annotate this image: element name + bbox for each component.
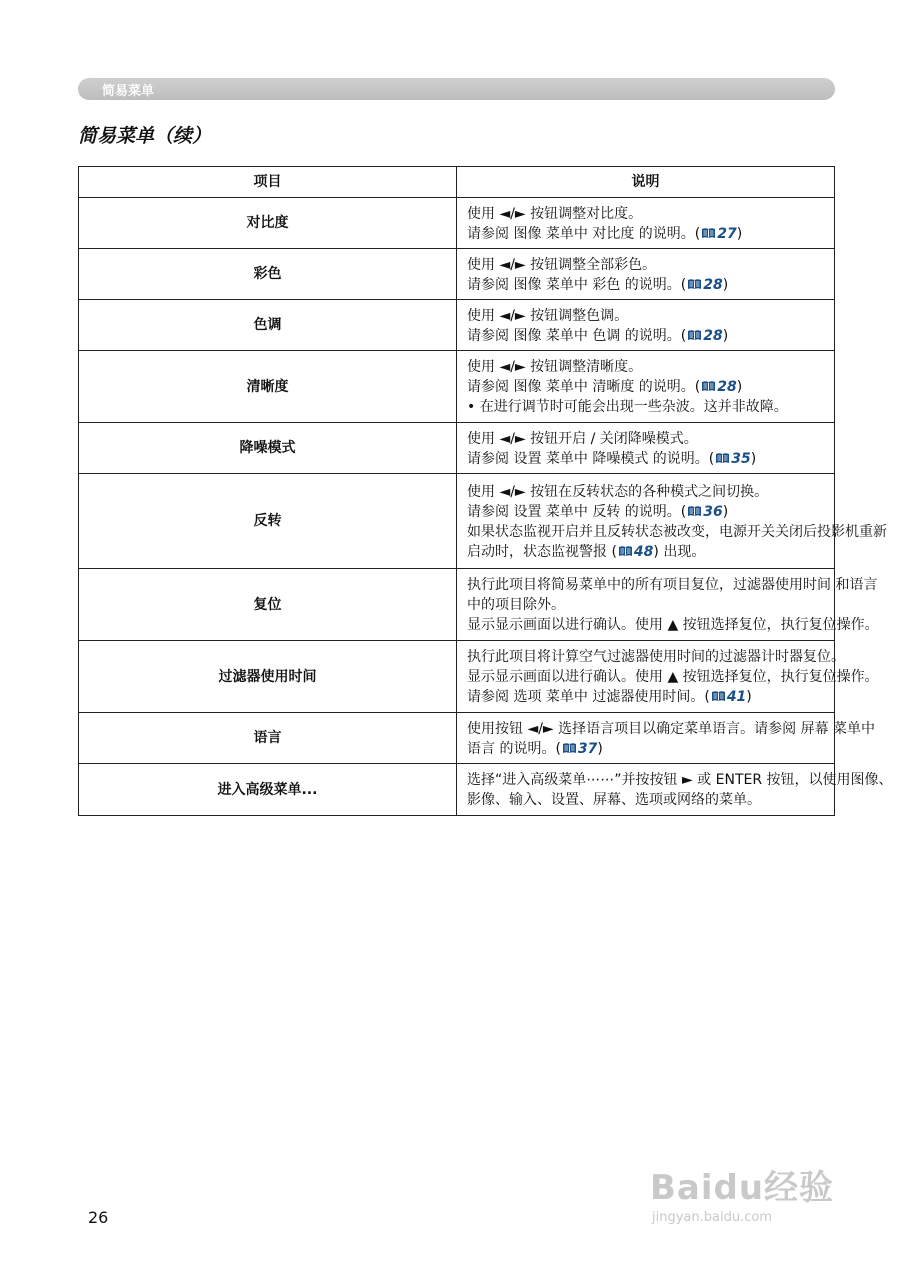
book-reference-icon [701, 380, 716, 392]
row-description [457, 351, 835, 423]
description-line [467, 397, 826, 417]
description-line [467, 255, 826, 275]
description-text: 请参阅 设置 菜单中 降噪模式 的说明。( [467, 450, 715, 467]
page-reference-number: 37 [577, 740, 598, 757]
page-reference-number: 41 [726, 689, 747, 705]
page-number: 26 [88, 1208, 109, 1227]
description-text: 使用 ◄/► 按钮调整色调。 [467, 307, 629, 324]
description-text: 中的项目除外。 [467, 597, 565, 613]
row-item-name: 彩色 [79, 249, 457, 300]
table-row [79, 351, 835, 423]
description-text: 选择“进入高级菜单⋯⋯”并按按钮 ► 或 ENTER 按钮，以使用图像、 [467, 772, 893, 788]
description-text: 执行此项目将简易菜单中的所有项目复位，过滤器使用时间 和语言 [467, 577, 878, 593]
description-line [467, 429, 826, 449]
description-text: 使用 ◄/► 按钮在反转状态的各种模式之间切换。 [467, 483, 769, 500]
header-title: 简易菜单 [102, 84, 155, 99]
description-line [467, 575, 878, 595]
table-header-row [79, 167, 835, 198]
watermark [650, 1150, 850, 1240]
description-line [467, 357, 826, 377]
description-line [467, 522, 887, 542]
column-header-description: 说明 [457, 167, 835, 198]
description-line [467, 739, 826, 759]
table-row [79, 474, 835, 569]
book-reference-icon [687, 329, 702, 341]
description-text: 影像、输入、设置、屏幕、选项或网络的菜单。 [467, 792, 761, 808]
table-row [79, 713, 835, 764]
description-text: • 在进行调节时可能会出现一些杂波。这并非故障。 [467, 399, 788, 415]
description-text: 请参阅 图像 菜单中 清晰度 的说明。( [467, 379, 701, 395]
row-description [457, 764, 893, 816]
row-item-name: 对比度 [79, 198, 457, 249]
row-description [457, 713, 876, 764]
description-text: 启动时，状态监视警报 ( [467, 543, 617, 560]
table-row [79, 641, 835, 713]
book-reference-icon [687, 505, 702, 517]
description-suffix: ) 出现。 [653, 543, 706, 560]
description-line [467, 615, 879, 635]
row-description [457, 474, 887, 569]
table-row [79, 300, 835, 351]
description-line [467, 326, 826, 346]
description-suffix: ) [746, 689, 752, 705]
description-text: 执行此项目将计算空气过滤器使用时间的过滤器计时器复位。 [467, 649, 845, 665]
description-text: 使用 ◄/► 按钮调整全部彩色。 [467, 256, 657, 273]
description-suffix: ) [722, 276, 729, 293]
watermark-logo: Baidu经验 [650, 1168, 835, 1208]
row-description [457, 198, 835, 249]
row-item-name: 色调 [79, 300, 457, 351]
page-reference-number: 36 [703, 503, 723, 520]
page-reference-number: 35 [731, 450, 751, 467]
table-row [79, 249, 835, 300]
description-text: 使用 ◄/► 按钮调整对比度。 [467, 205, 643, 222]
description-text: 显示显示画面以进行确认。使用 ▲ 按钮选择复位，执行复位操作。 [467, 669, 879, 685]
description-text: 请参阅 图像 菜单中 对比度 的说明。( [467, 225, 701, 242]
description-line [467, 667, 879, 687]
book-reference-icon [618, 545, 633, 557]
page-reference-number: 28 [703, 276, 723, 293]
description-suffix: ) [722, 503, 729, 520]
description-suffix: ) [736, 379, 743, 395]
description-line [467, 542, 826, 562]
description-text: 请参阅 选项 菜单中 过滤器使用时间。( [467, 689, 710, 705]
row-description [457, 249, 835, 300]
description-line [467, 770, 893, 790]
row-item-name: 过滤器使用时间 [79, 641, 457, 713]
row-description [457, 300, 835, 351]
row-item-name: 语言 [79, 713, 457, 764]
description-line [467, 790, 826, 810]
description-line [467, 482, 826, 502]
page-reference-number: 27 [717, 225, 737, 242]
description-text: 请参阅 图像 菜单中 色调 的说明。( [467, 327, 687, 344]
description-suffix: ) [597, 740, 603, 757]
book-reference-icon [701, 227, 716, 239]
table-row [79, 423, 835, 474]
table-row [79, 198, 835, 249]
description-text: 使用 ◄/► 按钮调整清晰度。 [467, 359, 643, 375]
header-bar [78, 78, 835, 100]
section-title: 简易菜单（续） [78, 125, 212, 147]
description-text: 请参阅 设置 菜单中 反转 的说明。( [467, 503, 687, 520]
row-item-name: 清晰度 [79, 351, 457, 423]
book-reference-icon [711, 690, 726, 702]
description-line [467, 377, 826, 397]
book-reference-icon [687, 278, 702, 290]
book-reference-icon [715, 452, 730, 464]
description-line [467, 595, 826, 615]
table-body [79, 198, 893, 816]
description-line [467, 449, 826, 469]
description-suffix: ) [750, 450, 757, 467]
page-reference-number: 48 [633, 543, 654, 560]
row-item-name: 降噪模式 [79, 423, 457, 474]
table-row [79, 764, 835, 816]
description-line [467, 275, 826, 295]
description-text: 如果状态监视开启并且反转状态被改变，电源开关关闭后投影机重新 [467, 523, 887, 540]
row-item-name: 反转 [79, 474, 457, 569]
row-item-name: 复位 [79, 569, 457, 641]
description-line [467, 502, 826, 522]
page-reference-number: 28 [703, 327, 723, 344]
description-text: 使用 ◄/► 按钮开启 / 关闭降噪模式。 [467, 430, 698, 447]
menu-table [78, 166, 893, 816]
description-line [467, 647, 845, 667]
column-header-item: 项目 [79, 167, 457, 198]
row-description [457, 569, 879, 641]
description-text: 语言 的说明。( [467, 740, 561, 757]
description-line [467, 204, 826, 224]
description-line [467, 306, 826, 326]
description-text: 使用按钮 ◄/► 选择语言项目以确定菜单语言。请参阅 屏幕 菜单中 [467, 720, 876, 737]
row-item-name: 进入高级菜单... [79, 764, 457, 816]
table-row [79, 569, 835, 641]
description-suffix: ) [722, 327, 729, 344]
description-text: 请参阅 图像 菜单中 彩色 的说明。( [467, 276, 687, 293]
watermark-url: jingyan.baidu.com [652, 1210, 772, 1225]
description-text: 显示显示画面以进行确认。使用 ▲ 按钮选择复位，执行复位操作。 [467, 617, 879, 633]
description-line [467, 224, 826, 244]
description-line [467, 719, 876, 739]
row-description [457, 641, 879, 713]
row-description [457, 423, 835, 474]
description-line [467, 687, 826, 707]
description-suffix: ) [736, 225, 743, 242]
page-reference-number: 28 [717, 379, 737, 395]
book-reference-icon [562, 742, 577, 754]
